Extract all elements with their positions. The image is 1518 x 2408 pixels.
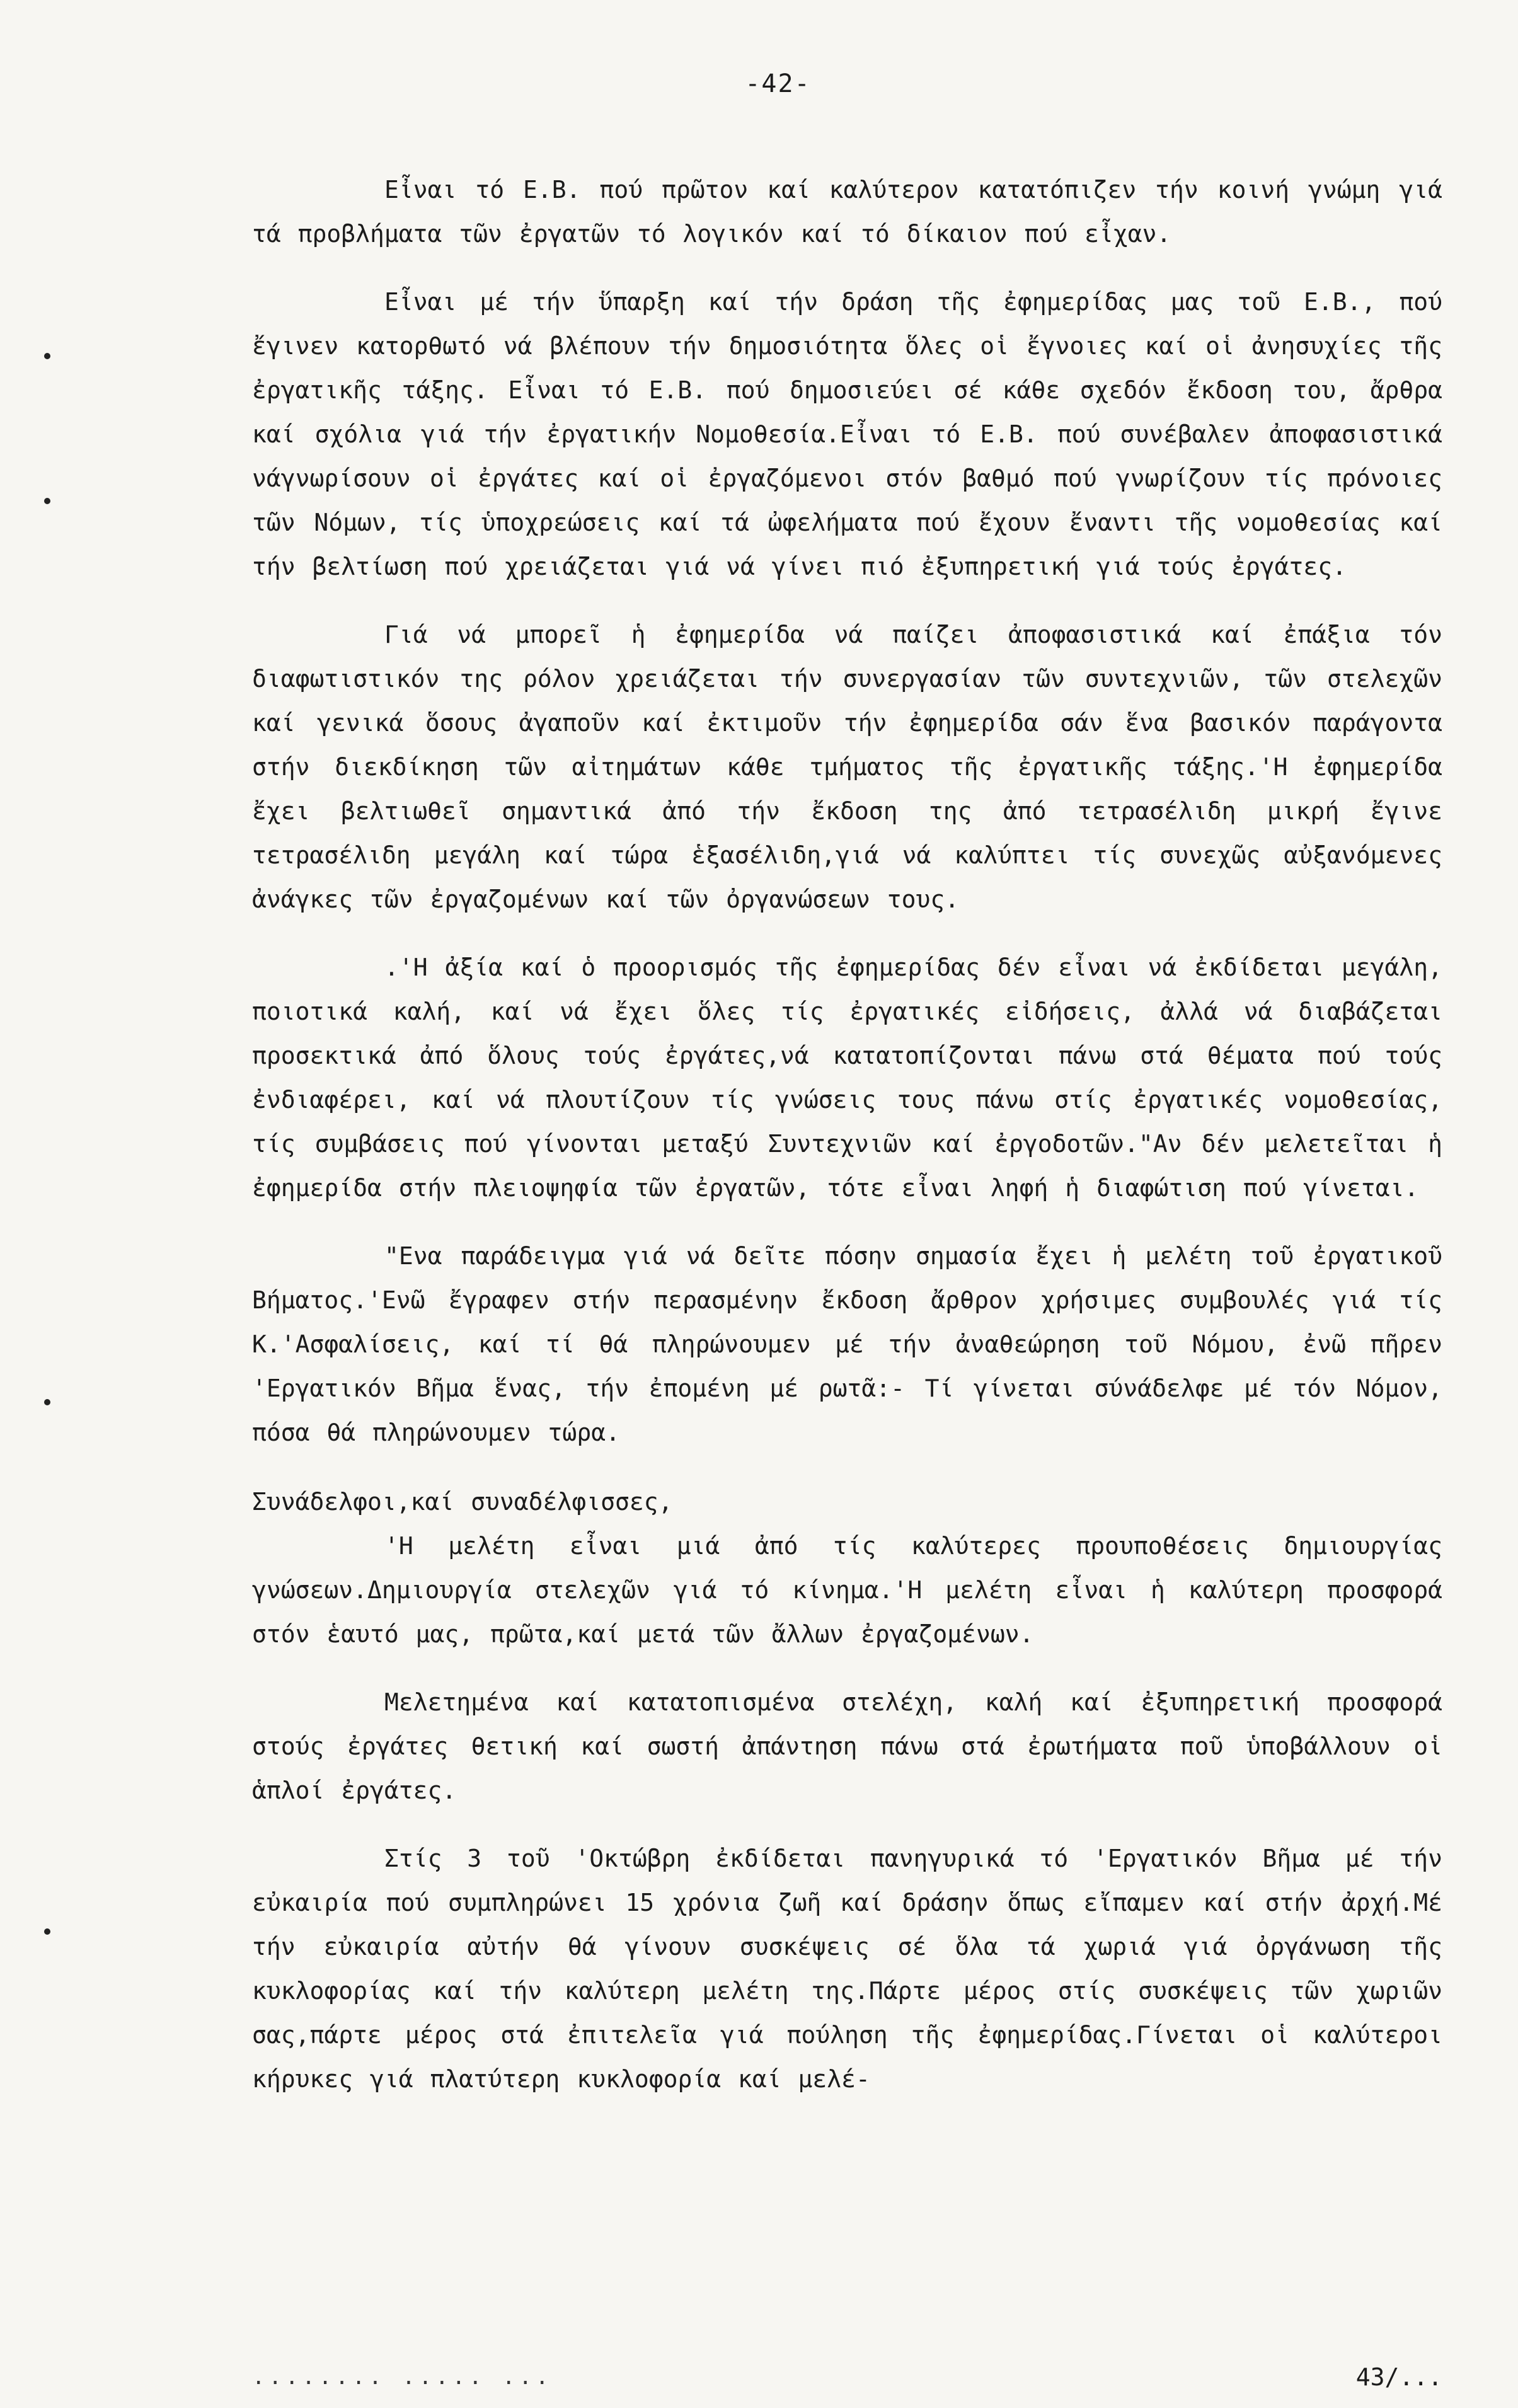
paragraph-4: .'Η ἀξία καί ὁ προορισμός τῆς ἐφημερίδας δέν εἶναι νά ἐκδίδεται μεγάλη, ποιοτικά καλή, καί νά ἔχει ὅλες τίς ἐργατικές εἰδήσεις, ἀλλά νά διαβάζεται προσεκτικά ἀπό ὅλους τούς ἐργάτες,νά κατατοπίζονται πάνω στά θέματα πού τούς ἐνδιαφέρει, καί νά πλουτίζουν τίς γνώσεις τους πάνω στίς ἐργατικές νομοθεσίας, τίς συμβάσεις πού γίνονται μεταξύ Συντεχνιῶν καί ἐργοδοτῶν."Αν δέν μελετεῖται ἡ ἐφημερίδα στήν πλειοψηφία τῶν ἐργατῶν, τότε εἶναι ληφή ἡ διαφώτιση πού γίνεται.	[252, 953, 1442, 1202]
paragraph-1: Εἶναι τό Ε.Β. πού πρῶτον καί καλύτερον κατατόπιζεν τήν κοινή γνώμη γιά τά προβλήματα τῶν ἐργατῶν τό λογικόν καί τό δίκαιον πού εἶχαν.	[252, 176, 1442, 248]
salutation: Συνάδελφοι,καί συναδέλφισσες,	[252, 1488, 673, 1516]
paragraph-6: 'Η μελέτη εἶναι μιά ἀπό τίς καλύτερες προυποθέσεις δημιουργίας γνώσεων.Δημιουργία στελεχῶν γιά τό κίνημα.'Η μελέτη εἶναι ἡ καλύτερη προσφορά στόν ἑαυτό μας, πρῶτα,καί μετά τῶν ἄλλων ἐργαζομένων.	[252, 1532, 1442, 1648]
paragraph-5: "Ενα παράδειγμα γιά νά δεῖτε πόσην σημασία ἔχει ἡ μελέτη τοῦ ἐργατικοῦ Βήματος.'Ενῶ ἔγραφεν στήν περασμένην ἔκδοση ἄρθρον χρήσιμες συμβουλές γιά τίς Κ.'Ασφαλίσεις, καί τί θά πληρώνουμεν μέ τήν ἀναθεώρηση τοῦ Νόμου, ἐνῶ πῆρεν 'Εργατικόν Βῆμα ἕνας, τήν ἐπομένη μέ ρωτᾶ:- Τί γίνεται σύνάδελφε μέ τόν Νόμον, πόσα θά πληρώνουμεν τώρα.	[252, 1242, 1442, 1446]
paragraph-7: Μελετημένα καί κατατοπισμένα στελέχη, καλή καί ἐξυπηρετική προσφορά στούς ἐργάτες θετική καί σωστή ἀπάντηση πάνω στά ἐρωτήματα ποῦ ὑποβάλλουν οἱ ἁπλοί ἐργάτες.	[252, 1688, 1442, 1804]
margin-dot-3	[44, 1399, 50, 1405]
margin-dot-1	[44, 353, 50, 359]
paragraph-2: Εἶναι μέ τήν ὕπαρξη καί τήν δράση τῆς ἐφημερίδας μας τοῦ Ε.Β., πού ἔγινεν κατορθωτό νά βλέπουν τήν δημοσιότητα ὅλες οἱ ἔγνοιες καί οἱ ἀνησυχίες τῆς ἐργατικῆς τάξης. Εἶναι τό Ε.Β. πού δημοσιεύει σέ κάθε σχεδόν ἔκδοση του, ἄρθρα καί σχόλια γιά τήν ἐργατικήν Νομοθεσία.Εἶναι τό Ε.Β. πού συνέβαλεν ἀποφασιστικά νάγνωρίσουν οἱ ἐργάτες καί οἱ ἐργαζόμενοι στόν βαθμό πού γνωρίζουν τίς πρόνοιες τῶν Νόμων, τίς ὑποχρεώσεις καί τά ὠφελήματα πού ἔχουν ἔναντι τῆς νομοθεσίας καί τήν βελτίωση πού χρειάζεται γιά νά γίνει πιό ἐξυπηρετική γιά τούς ἐργάτες.	[252, 288, 1442, 580]
margin-dot-4	[44, 1928, 50, 1935]
footer-dots: ........ ..... ...	[252, 2365, 553, 2390]
page-number: -42-	[745, 69, 811, 98]
next-page-marker: 43/...	[1355, 2363, 1442, 2391]
margin-dot-2	[44, 498, 50, 504]
page-footer	[252, 2363, 1442, 2391]
paragraph-3: Γιά νά μπορεῖ ἡ ἐφημερίδα νά παίζει ἀποφασιστικά καί ἐπάξια τόν διαφωτιστικόν της ρόλον χρειάζεται τήν συνεργασίαν τῶν συντεχνιῶν, τῶν στελεχῶν καί γενικά ὅσους ἀγαποῦν καί ἐκτιμοῦν τήν ἐφημερίδα σάν ἕνα βασικόν παράγοντα στήν διεκδίκηση τῶν αἰτημάτων κάθε τμήματος τῆς ἐργατικῆς τάξης.'Η ἐφημερίδα ἔχει βελτιωθεῖ σημαντικά ἀπό τήν ἔκδοση της ἀπό τετρασέλιδη μικρή ἔγινε τετρασέλιδη μεγάλη καί τώρα ἑξασέλιδη,γιά νά καλύπτει τίς συνεχῶς αὐξανόμενες ἀνάγκες τῶν ἐργαζομένων καί τῶν ὀργανώσεων τους.	[252, 621, 1442, 913]
paragraph-8: Στίς 3 τοῦ 'Οκτώβρη ἐκδίδεται πανηγυρικά τό 'Εργατικόν Βῆμα μέ τήν εὐκαιρία πού συμπληρώνει 15 χρόνια ζωῆ καί δράσην ὅπως εἴπαμεν καί στήν ἀρχή.Μέ τήν εὐκαιρία αὐτήν θά γίνουν συσκέψεις σέ ὅλα τά χωριά γιά ὀργάνωση τῆς κυκλοφορίας καί τήν καλύτερη μελέτη της.Πάρτε μέρος στίς συσκέψεις τῶν χωριῶν σας,πάρτε μέρος στά ἐπιτελεῖα γιά πούληση τῆς ἐφημερίδας.Γίνεται οἱ καλύτεροι κήρυκες γιά πλατύτερη κυκλοφορία καί μελέ-	[252, 1845, 1442, 2093]
